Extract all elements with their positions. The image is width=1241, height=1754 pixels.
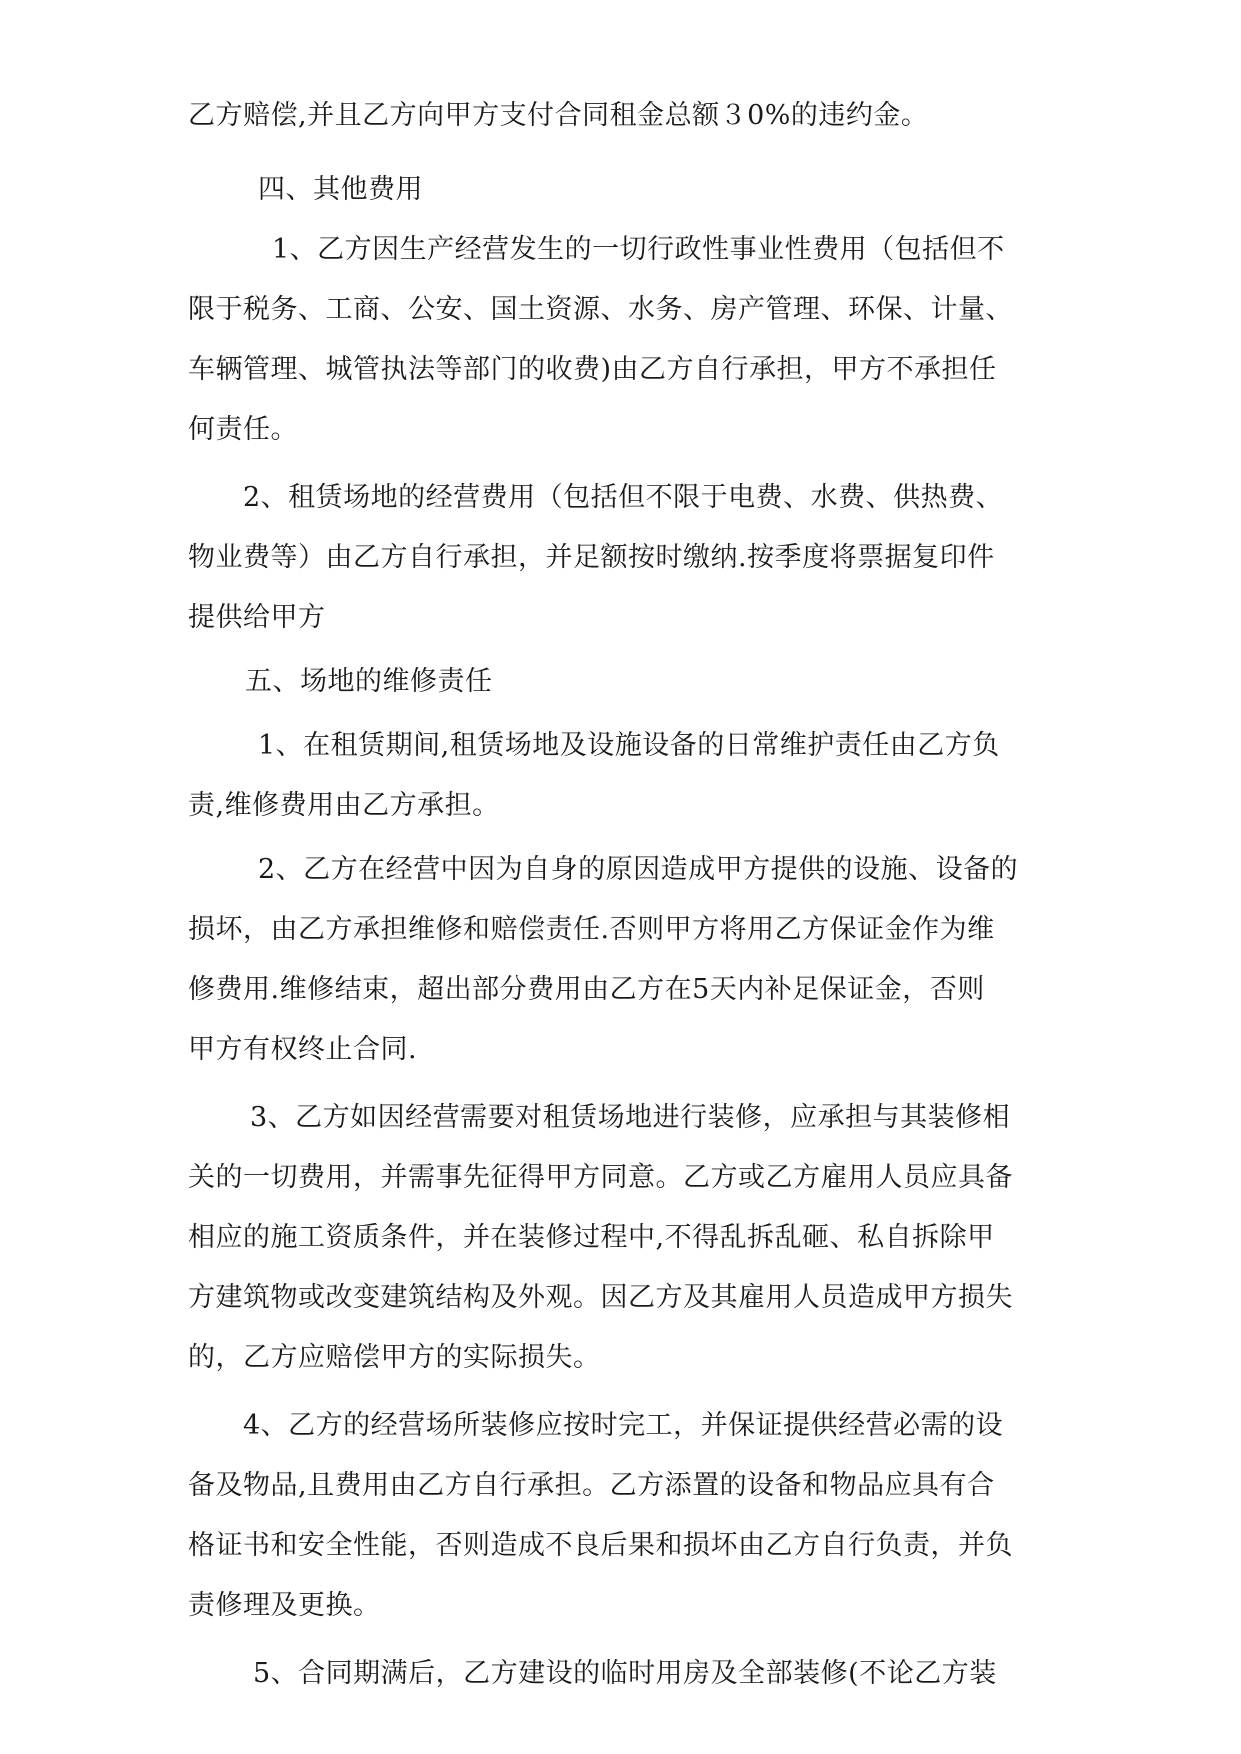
paragraph-line: 3、乙方如因经营需要对租赁场地进行装修，应承担与其装修相 [250,1102,1011,1133]
paragraph-line: 责,维修费用由乙方承担。 [188,790,500,821]
paragraph-line: 备及物品,且费用由乙方自行承担。乙方添置的设备和物品应具有合 [188,1470,995,1501]
paragraph-line: 损坏，由乙方承担维修和赔偿责任.否则甲方将用乙方保证金作为维 [188,914,995,945]
paragraph-line: 的，乙方应赔偿甲方的实际损失。 [188,1342,601,1373]
paragraph-line: 何责任。 [188,414,298,445]
paragraph-line: 相应的施工资质条件，并在装修过程中,不得乱拆乱砸、私自拆除甲 [188,1222,995,1253]
paragraph-line: 物业费等）由乙方自行承担，并足额按时缴纳.按季度将票据复印件 [188,542,995,573]
section-heading: 五、场地的维修责任 [245,666,493,697]
section-heading: 四、其他费用 [258,174,423,205]
paragraph-line: 2、租赁场地的经营费用（包括但不限于电费、水费、供热费、 [243,482,1004,513]
paragraph-line: 5、合同期满后，乙方建设的临时用房及全部装修(不论乙方装 [253,1658,997,1689]
paragraph-line: 责修理及更换。 [188,1590,381,1621]
paragraph-line: 4、乙方的经营场所装修应按时完工，并保证提供经营必需的设 [243,1410,1004,1441]
paragraph-line: 关的一切费用，并需事先征得甲方同意。乙方或乙方雇用人员应具备 [188,1162,1013,1193]
paragraph-line: 2、乙方在经营中因为自身的原因造成甲方提供的设施、设备的 [258,854,1019,885]
paragraph-line: 修费用.维修结束，超出部分费用由乙方在5天内补足保证金，否则 [188,974,985,1005]
paragraph-line: 车辆管理、城管执法等部门的收费)由乙方自行承担，甲方不承担任 [188,354,997,385]
paragraph-line: 限于税务、工商、公安、国土资源、水务、房产管理、环保、计量、 [188,294,1013,325]
paragraph-line: 方建筑物或改变建筑结构及外观。因乙方及其雇用人员造成甲方损失 [188,1282,1013,1313]
paragraph-line: 提供给甲方 [188,602,326,633]
paragraph-line: 格证书和安全性能，否则造成不良后果和损坏由乙方自行负责，并负 [188,1530,1013,1561]
paragraph-line: 乙方赔偿,并且乙方向甲方支付合同租金总额３0%的违约金。 [188,100,929,131]
paragraph-line: 1、乙方因生产经营发生的一切行政性事业性费用（包括但不 [272,234,1005,265]
paragraph-line: 1、在租赁期间,租赁场地及设施设备的日常维护责任由乙方负 [258,730,1000,761]
paragraph-line: 甲方有权终止合同. [188,1034,418,1065]
